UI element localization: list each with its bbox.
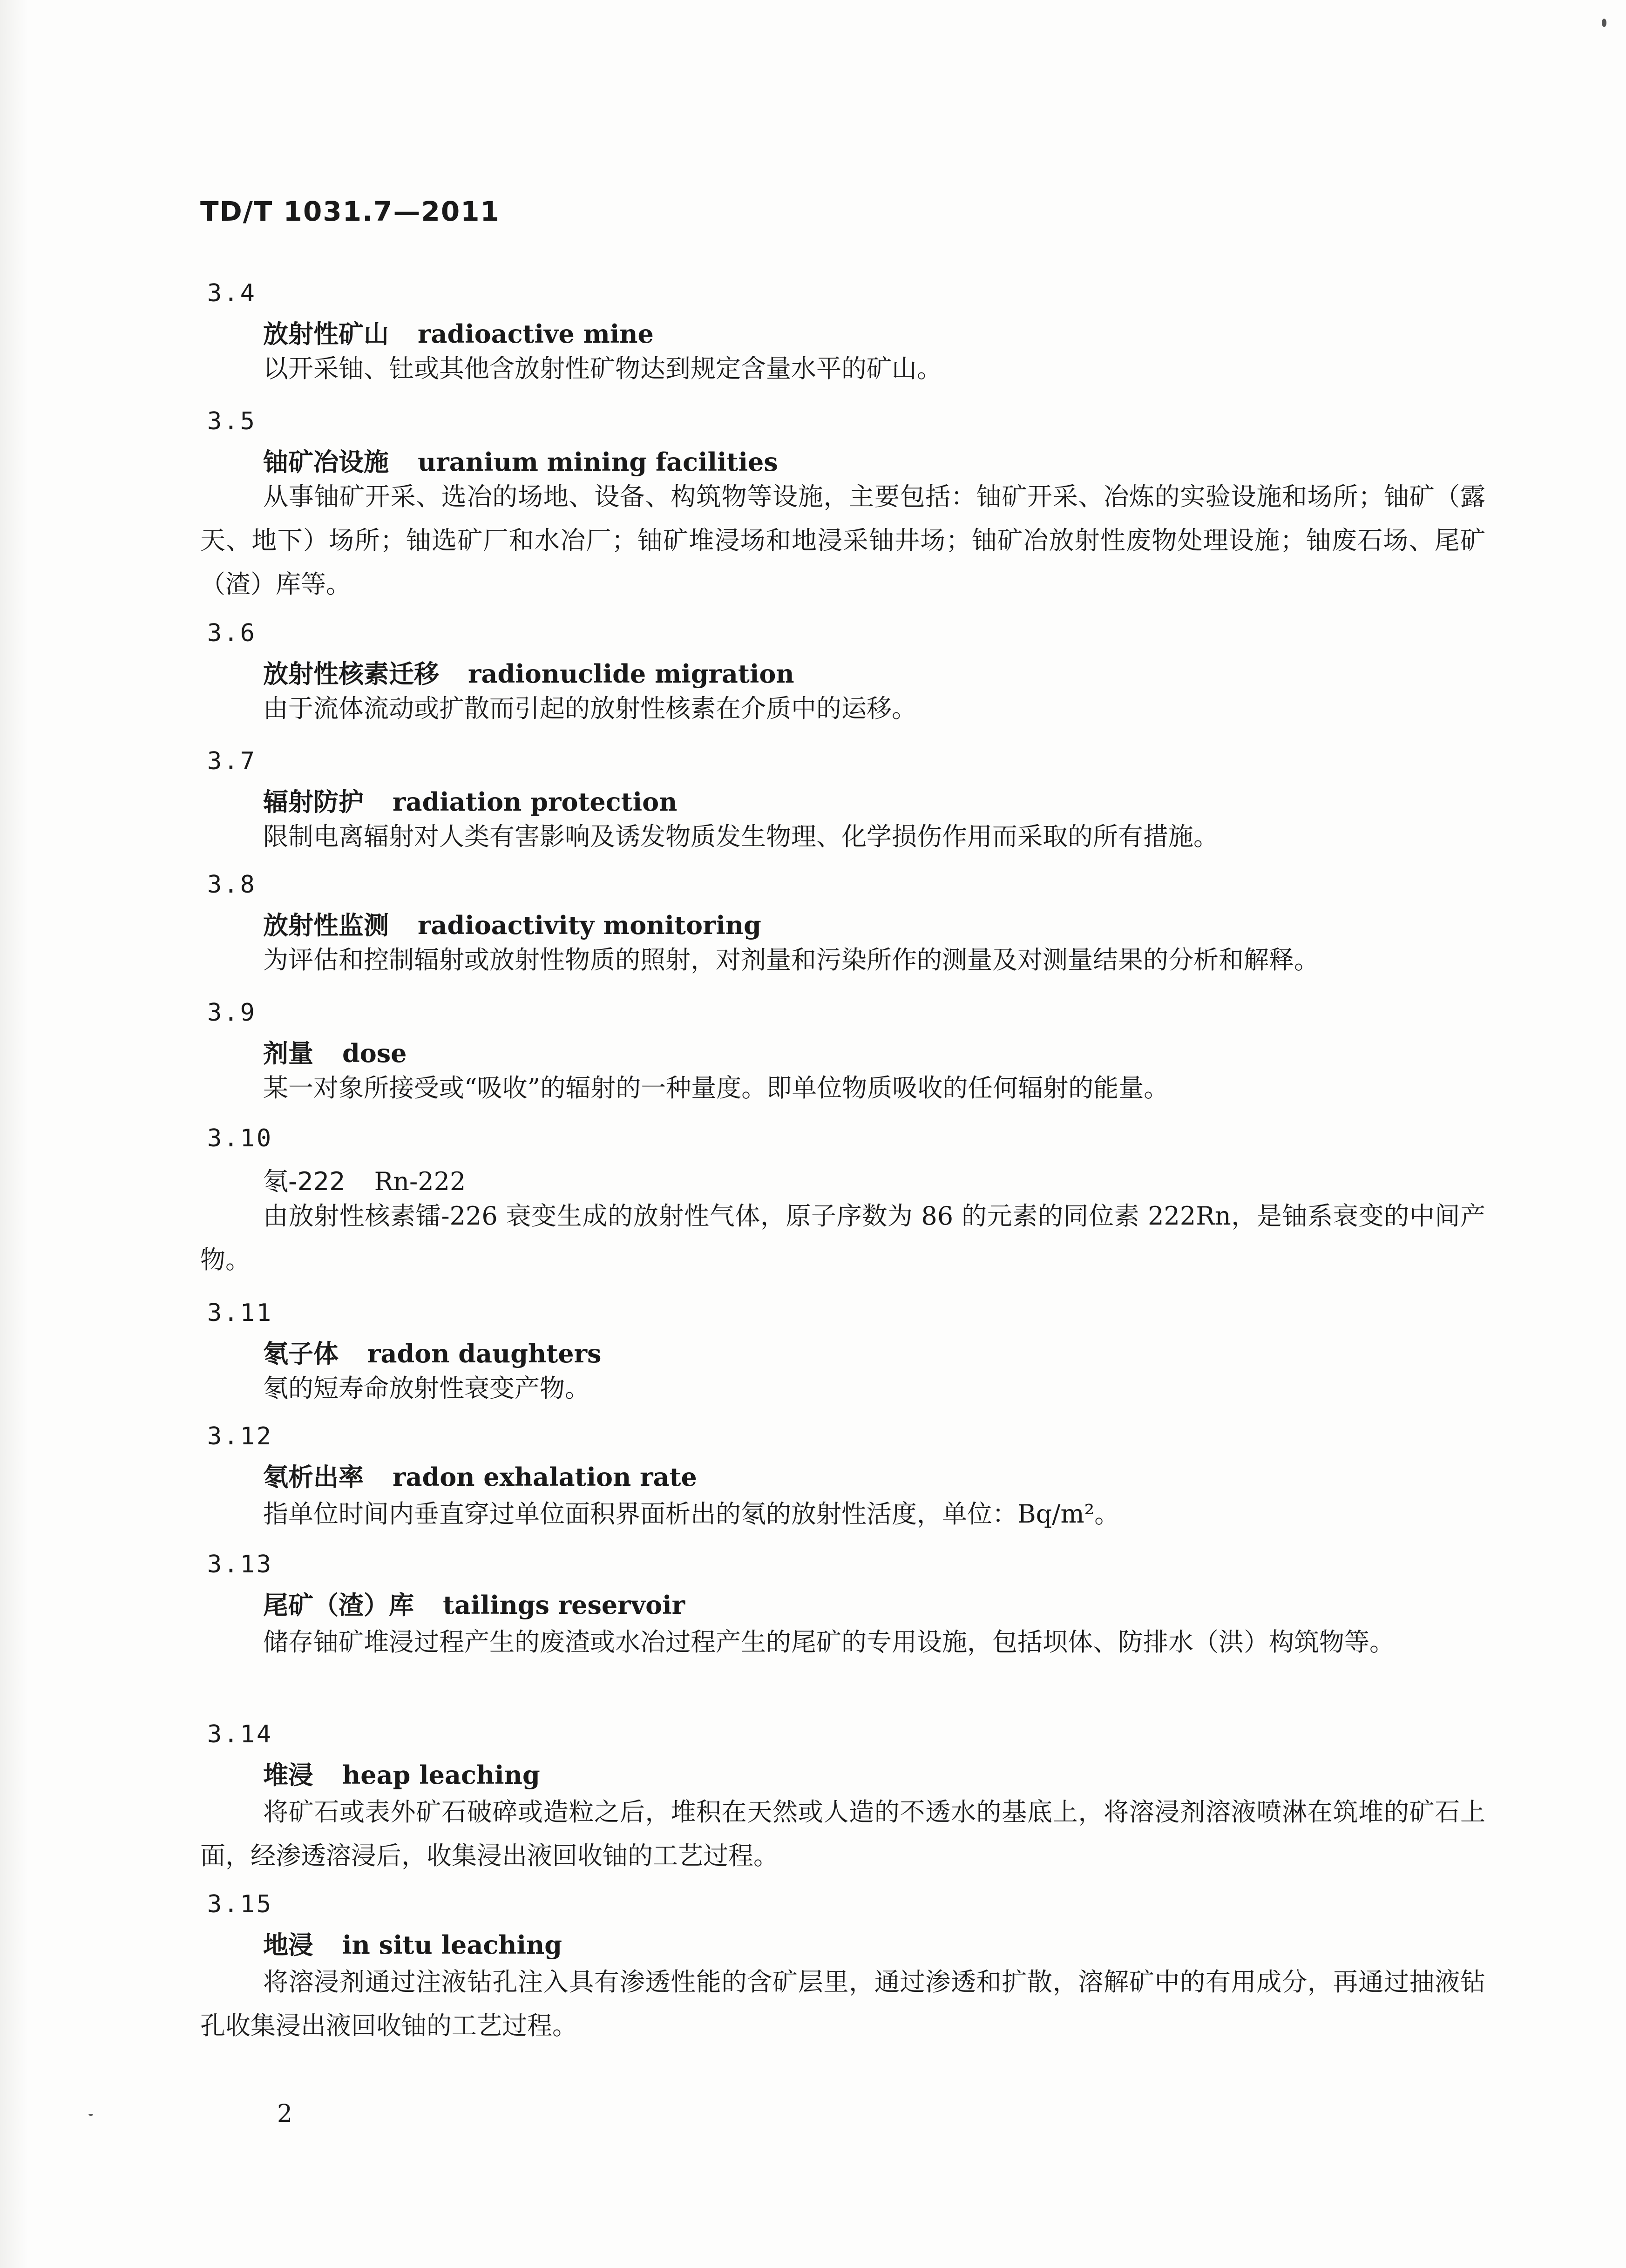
term-definition: 将溶浸剂通过注液钻孔注入具有渗透性能的含矿层里，通过渗透和扩散，溶解矿中的有用成分，再通过抽液钻孔收集浸出液回收铀的工艺过程。 bbox=[200, 1967, 1485, 2040]
term-definition: 储存铀矿堆浸过程产生的废渣或水冶过程产生的尾矿的专用设施，包括坝体、防排水（洪）构筑物等。 bbox=[263, 1627, 1395, 1657]
term-zh: 氡析出率 bbox=[263, 1462, 364, 1492]
term-heading bbox=[263, 314, 654, 350]
term-heading bbox=[263, 1925, 562, 1961]
term-en: uranium mining facilities bbox=[418, 447, 778, 477]
clause-number: 3.12 bbox=[207, 1422, 273, 1450]
term-zh: 堆浸 bbox=[263, 1760, 313, 1790]
term-en: dose bbox=[342, 1038, 407, 1068]
term-en: radon daughters bbox=[367, 1339, 602, 1368]
clause-number: 3.14 bbox=[207, 1720, 273, 1748]
term-en: radioactive mine bbox=[418, 319, 654, 349]
term-zh: 辐射防护 bbox=[263, 787, 364, 817]
term-zh: 铀矿冶设施 bbox=[263, 447, 389, 477]
term-heading bbox=[263, 1585, 685, 1621]
scan-edge-shadow bbox=[0, 0, 28, 2268]
term-en: radionuclide migration bbox=[468, 659, 794, 689]
term-en: heap leaching bbox=[342, 1760, 540, 1790]
clause-number: 3.5 bbox=[207, 407, 257, 435]
clause-number: 3.9 bbox=[207, 999, 257, 1027]
term-en: tailings reservoir bbox=[443, 1590, 685, 1620]
term-heading bbox=[263, 1162, 466, 1198]
page-number: 2 bbox=[277, 2100, 293, 2128]
term-heading bbox=[263, 654, 794, 690]
term-definition: 某一对象所接受或“吸收”的辐射的一种量度。即单位物质吸收的任何辐射的能量。 bbox=[263, 1073, 1169, 1103]
term-zh: 放射性核素迁移 bbox=[263, 659, 439, 689]
term-definition: 为评估和控制辐射或放射性物质的照射，对剂量和污染所作的测量及对测量结果的分析和解释。 bbox=[263, 945, 1319, 975]
term-definition: 从事铀矿开采、选冶的场地、设备、构筑物等设施，主要包括：铀矿开采、冶炼的实验设施和场所；铀矿（露天、地下）场所；铀选矿厂和水冶厂；铀矿堆浸场和地浸采铀井场；铀矿冶放射性废物处理设施；铀废石场、尾矿（渣）库等。 bbox=[200, 482, 1485, 599]
scan-speck bbox=[88, 2114, 93, 2116]
term-en: in situ leaching bbox=[342, 1930, 562, 1960]
term-definition: 将矿石或表外矿石破碎或造粒之后，堆积在天然或人造的不透水的基底上，将溶浸剂溶液喷淋在筑堆的矿石上面，经渗透溶浸后，收集浸出液回收铀的工艺过程。 bbox=[200, 1797, 1485, 1870]
term-heading bbox=[263, 1034, 407, 1070]
document-number-header: TD/T 1031.7—2011 bbox=[200, 196, 500, 227]
term-definition: 由于流体流动或扩散而引起的放射性核素在介质中的运移。 bbox=[263, 694, 917, 723]
term-definition: 氡的短寿命放射性衰变产物。 bbox=[263, 1374, 590, 1403]
term-heading bbox=[263, 906, 761, 941]
term-definition: 指单位时间内垂直穿过单位面积界面析出的氡的放射性活度，单位：Bq/m²。 bbox=[263, 1499, 1120, 1529]
term-heading bbox=[263, 1457, 697, 1493]
clause-number: 3.11 bbox=[207, 1299, 273, 1327]
term-heading bbox=[263, 782, 677, 818]
term-zh: 地浸 bbox=[263, 1930, 313, 1960]
clause-number: 3.4 bbox=[207, 279, 257, 307]
term-zh: 放射性矿山 bbox=[263, 319, 389, 349]
term-definition: 限制电离辐射对人类有害影响及诱发物质发生物理、化学损伤作用而采取的所有措施。 bbox=[263, 822, 1219, 851]
term-zh: 放射性监测 bbox=[263, 911, 389, 940]
term-en: radioactivity monitoring bbox=[418, 910, 761, 940]
clause-number: 3.6 bbox=[207, 619, 257, 647]
term-zh: 剂量 bbox=[263, 1039, 313, 1068]
clause-number: 3.8 bbox=[207, 871, 257, 899]
clause-number: 3.10 bbox=[207, 1124, 273, 1152]
clause-number: 3.7 bbox=[207, 747, 257, 775]
term-heading bbox=[263, 1755, 540, 1791]
term-zh: 尾矿（渣）库 bbox=[263, 1591, 414, 1620]
term-definition: 由放射性核素镭-226 衰变生成的放射性气体，原子序数为 86 的元素的同位素 222Rn，是铀系衰变的中间产物。 bbox=[200, 1201, 1485, 1274]
term-en: Rn-222 bbox=[374, 1167, 466, 1196]
clause-number: 3.13 bbox=[207, 1550, 273, 1578]
term-heading bbox=[263, 442, 778, 478]
term-zh: 氡-222 bbox=[263, 1167, 346, 1196]
term-definition: 以开采铀、钍或其他含放射性矿物达到规定含量水平的矿山。 bbox=[263, 354, 942, 383]
term-heading bbox=[263, 1334, 601, 1370]
clause-number: 3.15 bbox=[207, 1890, 273, 1918]
term-en: radiation protection bbox=[393, 787, 678, 817]
term-en: radon exhalation rate bbox=[393, 1462, 697, 1492]
scan-speck bbox=[1602, 19, 1606, 27]
term-zh: 氡子体 bbox=[263, 1339, 339, 1368]
